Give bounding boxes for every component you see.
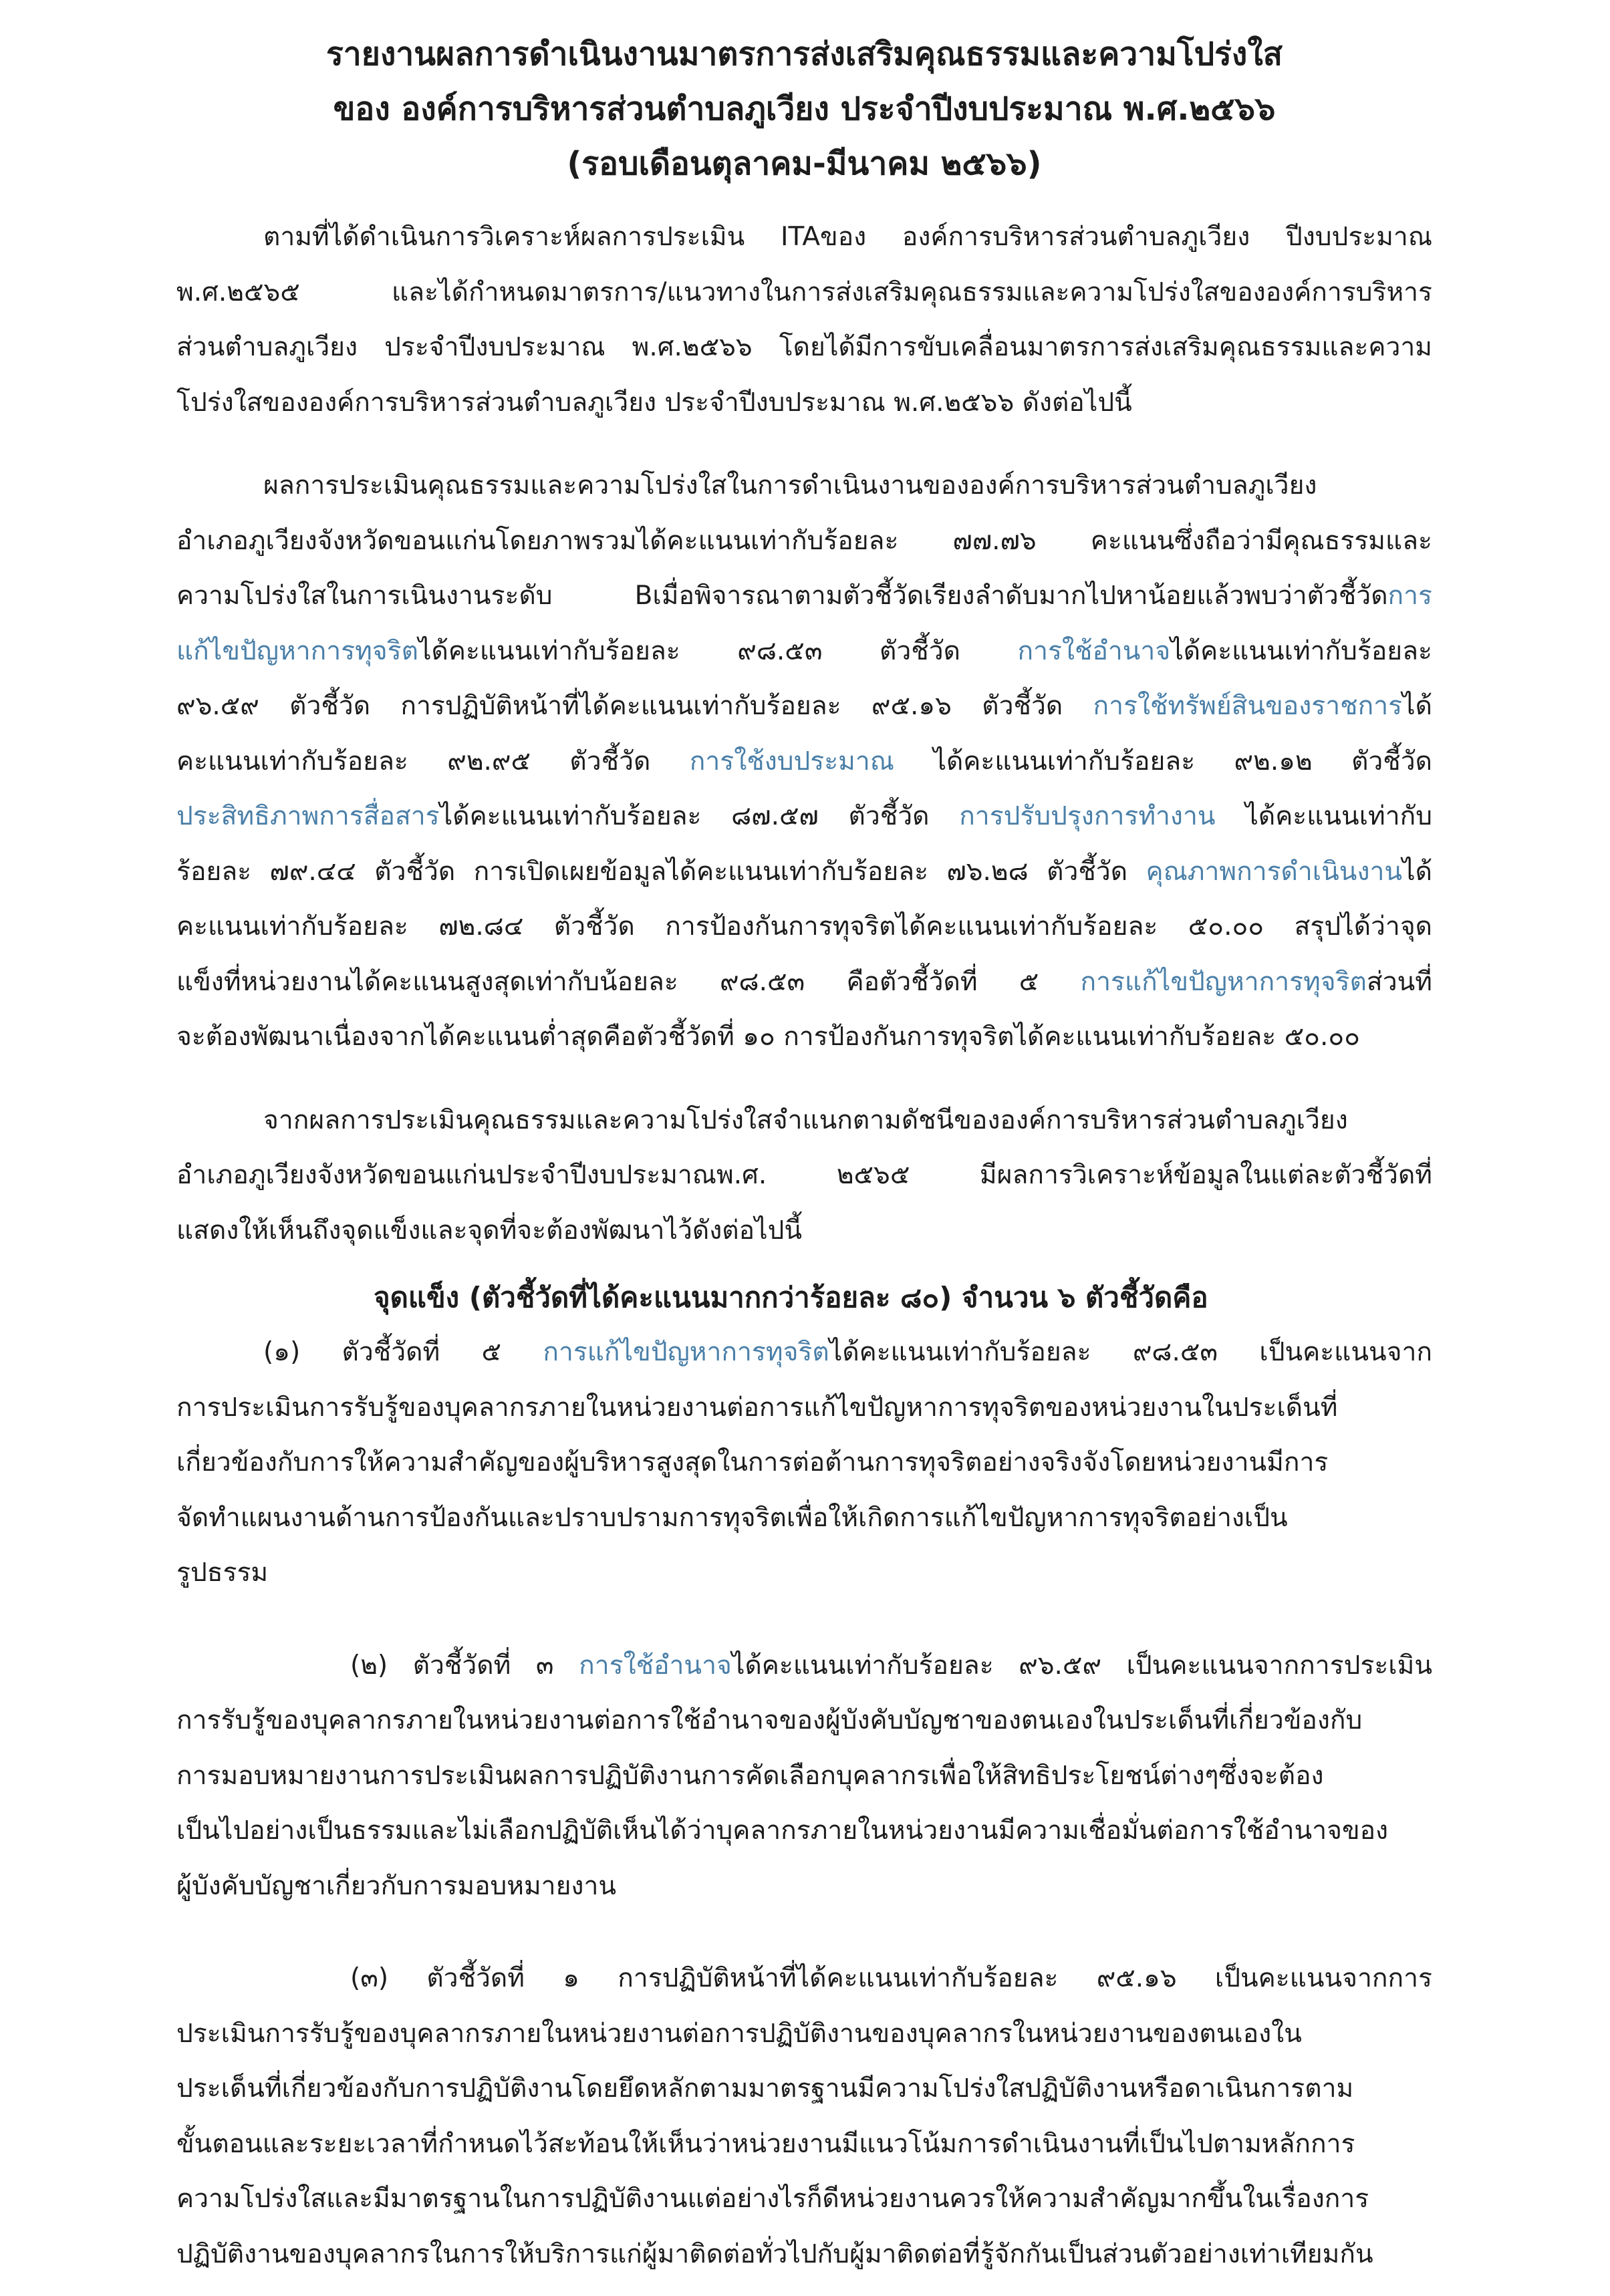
paragraph-line: ขั้นตอนและระยะเวลาที่กำหนดไว้สะท้อนให้เห็นว่าหน่วยงานมีแนวโน้มการดำเนินงานที่เป็นไปตามหลักการ <box>176 2128 1355 2159</box>
title-line-3: (รอบเดือนตุลาคม-มีนาคม ๒๕๖๖) <box>567 145 1042 182</box>
indicator-highlight: การใช้อำนาจ <box>1017 635 1171 666</box>
indicator-highlight: การแก้ไขปัญหาการทุจริต <box>543 1337 829 1367</box>
paragraph-line: ร้อยละ ๗๙.๔๔ ตัวชี้วัด การเปิดเผยข้อมูลได้คะแนนเท่ากับร้อยละ ๗๖.๒๘ ตัวชี้วัด คุณภาพการดำเนินงานได้ <box>176 856 1432 887</box>
paragraph-line: ประสิทธิภาพการสื่อสารได้คะแนนเท่ากับร้อยละ ๘๗.๕๗ ตัวชี้วัด การปรับปรุงการทำงาน ได้คะแนนเท่ากับ <box>176 801 1432 831</box>
indicator-highlight: การใช้อำนาจ <box>579 1650 732 1681</box>
indicator-highlight: การแก้ไขปัญหาการทุจริต <box>1080 966 1367 997</box>
paragraph-line: พ.ศ.๒๕๖๕ และได้กำหนดมาตรการ/แนวทางในการส่งเสริมคุณธรรมและความโปร่งใสขององค์การบริหาร <box>176 277 1432 307</box>
paragraph-intro <box>176 210 1432 430</box>
paragraph-line: ประเมินการรับรู้ของบุคลากรภายในหน่วยงานต่อการปฏิบัติงานของบุคลากรในหน่วยงานของตนเองใน <box>176 2018 1302 2049</box>
paragraph-line: อำเภอภูเวียงจังหวัดขอนแก่นโดยภาพรวมได้คะแนนเท่ากับร้อยละ ๗๗.๗๖ คะแนนซึ่งถือว่ามีคุณธรรมและ <box>176 525 1432 556</box>
paragraph-line: ประเด็นที่เกี่ยวข้องกับการปฏิบัติงานโดยยึดหลักตามมาตรฐานมีความโปร่งใสปฏิบัติงานหรือดาเนินการตาม <box>176 2073 1354 2104</box>
paragraph-line: การรับรู้ของบุคลากรภายในหน่วยงานต่อการใช้อำนาจของผู้บังคับบัญชาของตนเองในประเด็นที่เกี่ยวข้องกับ <box>176 1705 1363 1735</box>
paragraph-line: จะต้องพัฒนาเนื่องจากได้คะแนนต่ำสุดคือตัวชี้วัดที่ ๑๐ การป้องกันการทุจริตได้คะแนนเท่ากับร้อยละ ๕๐.๐๐ <box>176 1022 1360 1052</box>
paragraph-line: แสดงให้เห็นถึงจุดแข็งและจุดที่จะต้องพัฒนาไว้ดังต่อไปนี้ <box>176 1215 803 1246</box>
indicator-highlight: การใช้งบประมาณ <box>689 746 894 776</box>
paragraph-analysis <box>176 1093 1432 1259</box>
document-title <box>176 27 1432 191</box>
strength-item-1 <box>176 1325 1432 1601</box>
title-line-1: รายงานผลการดำเนินงานมาตรการส่งเสริมคุณธรรมและความโปร่งใส <box>325 35 1283 73</box>
paragraph-line: คะแนนเท่ากับร้อยละ ๙๒.๙๕ ตัวชี้วัด การใช้งบประมาณ ได้คะแนนเท่ากับร้อยละ ๙๒.๑๒ ตัวชี้วัด <box>176 746 1433 776</box>
paragraph-line: ปฏิบัติงานของบุคลากรในการให้บริการแก่ผู้มาติดต่อทั่วไปกับผู้มาติดต่อที่รู้จักกันเป็นส่วนตัวอย่างเท่าเทียมกัน <box>176 2239 1373 2269</box>
paragraph-line: (๑) ตัวชี้วัดที่ ๕ การแก้ไขปัญหาการทุจริตได้คะแนนเท่ากับร้อยละ ๙๘.๕๓ เป็นคะแนนจาก <box>263 1337 1432 1367</box>
paragraph-line: (๒) ตัวชี้วัดที่ ๓ การใช้อำนาจได้คะแนนเท่ากับร้อยละ ๙๖.๕๙ เป็นคะแนนจากการประเมิน <box>350 1650 1432 1681</box>
strength-item-3 <box>176 1951 1432 2282</box>
indicator-highlight: คุณภาพการดำเนินงาน <box>1146 856 1403 887</box>
paragraph-line: คะแนนเท่ากับร้อยละ ๗๒.๘๔ ตัวชี้วัด การป้องกันการทุจริตได้คะแนนเท่ากับร้อยละ ๕๐.๐๐ สรุปได้ว่าจุด <box>176 911 1432 942</box>
paragraph-line: เป็นไปอย่างเป็นธรรมและไม่เลือกปฏิบัติเห็นได้ว่าบุคลากรภายในหน่วยงานมีความเชื่อมั่นต่อการใช้อำนาจของ <box>176 1816 1389 1846</box>
paragraph-line: การมอบหมายงานการประเมินผลการปฏิบัติงานการคัดเลือกบุคลากรเพื่อให้สิทธิประโยชน์ต่างๆซึ่งจะต้อง <box>176 1760 1324 1791</box>
indicator-highlight: การใช้ทรัพย์สินของราชการ <box>1093 691 1403 721</box>
paragraph-line: จากผลการประเมินคุณธรรมและความโปร่งใสจำแนกตามดัชนีขององค์การบริหารส่วนตำบลภูเวียง <box>263 1105 1348 1135</box>
paragraph-line: ตามที่ได้ดำเนินการวิเคราะห์ผลการประเมิน ITAของ องค์การบริหารส่วนตำบลภูเวียง ปีงบประมาณ <box>263 222 1432 252</box>
paragraph-line: ส่วนตำบลภูเวียง ประจำปีงบประมาณ พ.ศ.๒๕๖๖ โดยได้มีการขับเคลื่อนมาตรการส่งเสริมคุณธรรมและความ <box>176 332 1432 362</box>
strengths-heading: จุดแข็ง (ตัวชี้วัดที่ได้คะแนนมากกว่าร้อยละ ๘๐) จำนวน ๖ ตัวชี้วัดคือ <box>374 1281 1208 1314</box>
paragraph-line: การประเมินการรับรู้ของบุคลากรภายในหน่วยงานต่อการแก้ไขปัญหาการทุจริตของหน่วยงานในประเด็นที่ <box>176 1392 1338 1423</box>
paragraph-line: รูปธรรม <box>176 1558 269 1588</box>
paragraph-line: โปร่งใสขององค์การบริหารส่วนตำบลภูเวียง ประจำปีงบประมาณ พ.ศ.๒๕๖๖ ดังต่อไปนี้ <box>176 387 1132 418</box>
strength-item-2 <box>176 1638 1432 1914</box>
paragraph-line: ความโปร่งใสในการเนินงานระดับ Bเมื่อพิจารณาตามตัวชี้วัดเรียงลำดับมากไปหาน้อยแล้วพบว่าตัวชี้วัดการ <box>176 581 1432 611</box>
paragraph-line: อำเภอภูเวียงจังหวัดขอนแก่นประจำปีงบประมาณพ.ศ. ๒๕๖๕ มีผลการวิเคราะห์ข้อมูลในแต่ละตัวชี้วัดที่ <box>176 1160 1432 1190</box>
indicator-highlight: การ <box>1387 581 1432 611</box>
indicator-highlight: การปรับปรุงการทำงาน <box>959 801 1216 831</box>
title-line-2: ของ องค์การบริหารส่วนตำบลภูเวียง ประจำปีงบประมาณ พ.ศ.๒๕๖๖ <box>333 90 1276 128</box>
paragraph-line: ผู้บังคับบัญชาเกี่ยวกับการมอบหมายงาน <box>176 1870 617 1901</box>
indicator-highlight: ประสิทธิภาพการสื่อสาร <box>176 801 440 831</box>
paragraph-line: เกี่ยวข้องกับการให้ความสำคัญของผู้บริหารสูงสุดในการต่อต้านการทุจริตอย่างจริงจังโดยหน่วยงานมีการ <box>176 1447 1329 1477</box>
paragraph-results <box>176 458 1432 1065</box>
paragraph-line: ความโปร่งใสและมีมาตรฐานในการปฏิบัติงานแต่อย่างไรก็ดีหน่วยงานควรให้ความสำคัญมากขึ้นในเรื่องการ <box>176 2184 1369 2214</box>
paragraph-line: จัดทำแผนงานด้านการป้องกันและปราบปรามการทุจริตเพื่อให้เกิดการแก้ไขปัญหาการทุจริตอย่างเป็น <box>176 1502 1288 1533</box>
paragraph-line: (๓) ตัวชี้วัดที่ ๑ การปฏิบัติหน้าที่ได้คะแนนเท่ากับร้อยละ ๙๕.๑๖ เป็นคะแนนจากการ <box>350 1963 1432 1993</box>
paragraph-line: ผลการประเมินคุณธรรมและความโปร่งใสในการดำเนินงานขององค์การบริหารส่วนตำบลภูเวียง <box>263 470 1317 500</box>
paragraph-line: แก้ไขปัญหาการทุจริตได้คะแนนเท่ากับร้อยละ ๙๘.๕๓ ตัวชี้วัด การใช้อำนาจได้คะแนนเท่ากับร้อยละ <box>176 635 1432 666</box>
paragraph-line: ๙๖.๕๙ ตัวชี้วัด การปฏิบัติหน้าที่ได้คะแนนเท่ากับร้อยละ ๙๕.๑๖ ตัวชี้วัด การใช้ทรัพย์สินของราชการได้ <box>176 691 1432 721</box>
paragraph-line: แข็งที่หน่วยงานได้คะแนนสูงสุดเท่ากับน้อยละ ๙๘.๕๓ คือตัวชี้วัดที่ ๕ การแก้ไขปัญหาการทุจริตส่วนที่ <box>176 966 1432 997</box>
indicator-highlight: แก้ไขปัญหาการทุจริต <box>176 635 418 666</box>
